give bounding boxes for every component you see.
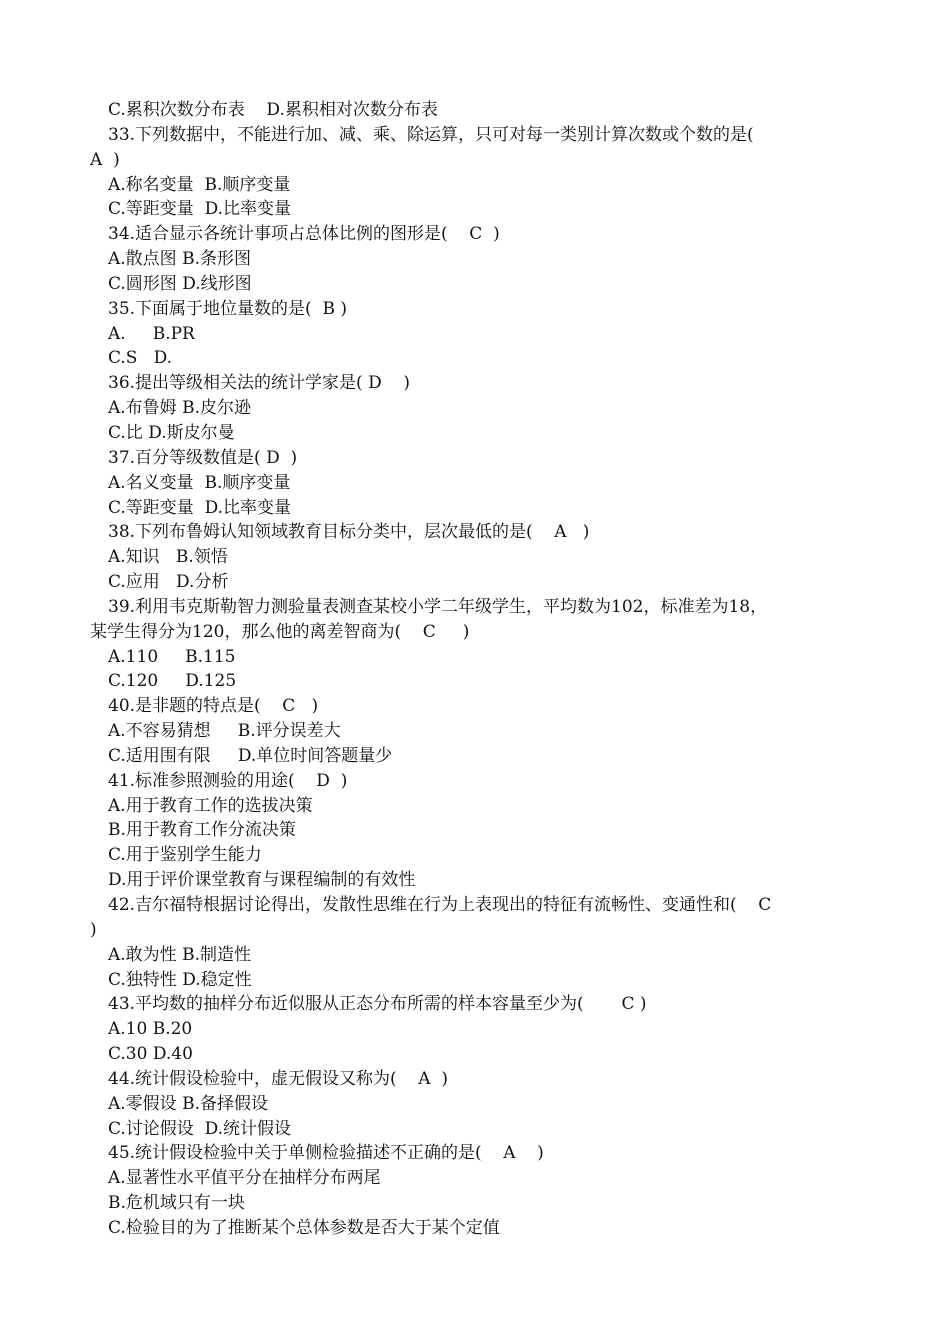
text-line: A.用于教育工作的选拔决策	[108, 795, 313, 816]
text-line: 43.平均数的抽样分布近似服从正态分布所需的样本容量至少为( C )	[108, 994, 647, 1015]
text-line: C.检验目的为了推断某个总体参数是否大于某个定值	[108, 1217, 500, 1238]
text-line: A.不容易猜想 B.评分误差大	[108, 721, 341, 742]
text-line: C.应用 D.分析	[108, 572, 229, 593]
text-line: A.零假设 B.备择假设	[108, 1093, 268, 1114]
text-line: C.等距变量 D.比率变量	[108, 497, 292, 518]
text-line: A.布鲁姆 B.皮尔逊	[108, 398, 251, 419]
text-line: C.适用围有限 D.单位时间答题量少	[108, 745, 393, 766]
text-line: C.30 D.40	[108, 1044, 193, 1065]
text-line: )	[90, 919, 97, 940]
text-line: 40.是非题的特点是( C )	[108, 696, 319, 717]
text-line: A.散点图 B.条形图	[108, 249, 251, 270]
text-line: D.用于评价课堂教育与课程编制的有效性	[108, 870, 416, 891]
text-line: 38.下列布鲁姆认知领域教育目标分类中，层次最低的是( A )	[108, 522, 590, 543]
text-line: A.知识 B.领悟	[108, 547, 228, 568]
text-line: 33.下列数据中，不能进行加、减、乘、除运算，只可对每一类别计算次数或个数的是(	[108, 124, 754, 145]
text-line: 44.统计假设检验中，虚无假设又称为( A )	[108, 1068, 448, 1089]
text-line: A.名义变量 B.顺序变量	[108, 472, 291, 493]
text-line: 34.适合显示各统计事项占总体比例的图形是( C )	[108, 224, 500, 245]
text-line: C.累积次数分布表 D.累积相对次数分布表	[108, 100, 438, 120]
text-line: 39.利用韦克斯勒智力测验量表测查某校小学二年级学生，平均数为102，标准差为18，	[108, 596, 768, 617]
text-line: B.危机域只有一块	[108, 1193, 245, 1214]
text-line: B.用于教育工作分流决策	[108, 820, 296, 841]
text-line: 41.标准参照测验的用途( D )	[108, 770, 348, 791]
text-line: C.等距变量 D.比率变量	[108, 199, 292, 220]
text-line: A.称名变量 B.顺序变量	[108, 174, 291, 195]
text-line: C.讨论假设 D.统计假设	[108, 1118, 292, 1139]
text-line: 42.吉尔福特根据讨论得出，发散性思维在行为上表现出的特征有流畅性、变通性和( C	[108, 895, 772, 915]
text-line: 某学生得分为120，那么他的离差智商为( C )	[90, 621, 470, 642]
text-line: 36.提出等级相关法的统计学家是( D )	[108, 373, 410, 394]
text-line: C.S D.	[108, 348, 173, 369]
text-line: A )	[90, 149, 120, 170]
text-line: A.显著性水平值平分在抽样分布两尾	[108, 1168, 381, 1189]
text-line: C.比 D.斯皮尔曼	[108, 422, 235, 443]
text-line: C.用于鉴别学生能力	[108, 845, 262, 866]
text-line: 35.下面属于地位量数的是( B )	[108, 298, 348, 319]
text-line: C.独特性 D.稳定性	[108, 969, 252, 990]
text-line: A.敢为性 B.制造性	[108, 944, 251, 965]
text-line: C.120 D.125	[108, 671, 237, 692]
text-line: A.110 B.115	[108, 646, 236, 667]
text-line: A.10 B.20	[108, 1019, 193, 1040]
text-line: A. B.PR	[108, 323, 195, 344]
text-line: 45.统计假设检验中关于单侧检验描述不正确的是( A )	[108, 1143, 544, 1164]
text-line: 37.百分等级数值是( D )	[108, 447, 298, 468]
text-line: C.圆形图 D.线形图	[108, 273, 252, 294]
question-text-block	[90, 98, 870, 1241]
